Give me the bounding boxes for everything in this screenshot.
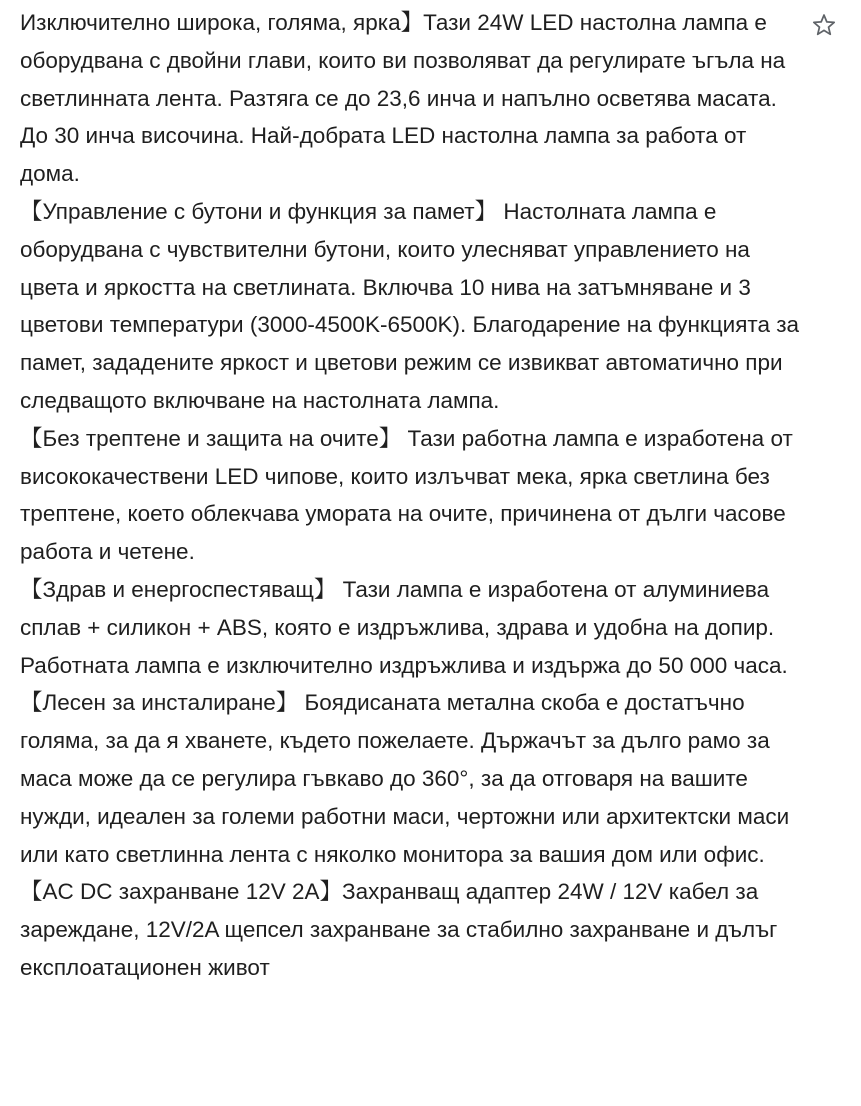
product-description-text: Изключително широка, голяма, ярка】Тази 24W LED настолна лампа е оборудвана с двойни глави, които ви позволяват да регулирате ъгъла на светлинната лента. Разтяга се до 23,6 инча и напълно осветява масата. До 30 инча височина. Най-добрата LED настолна лампа за работа от дома. 【Управление с бутони и функция за памет】 Настолната лампа е оборудвана с чувствителни бутони, които улесняват управлението на цвета и яркостта на светлината. Включва 10 нива на затъмняване и 3 цветови температури (3000-4500K-6500K). Благодарение на функцията за памет, зададените яркост и цветови режим се извикват автоматично при следващото включване на настолната лампа. 【Без трептене и защита на очите】 Тази работна лампа е изработена от висококачествени LED чипове, които излъчват мека, ярка светлина без трептене, което облекчава умората на очите, причинена от дълги часове работа и четене. 【Здрав и енергоспестяващ】 Тази лампа е изработена от алуминиева сплав + силикон + ABS, която е издръжлива, здрава и удобна на допир. Работната лампа е изключително издръжлива и издържа до 50 000 часа. 【Лесен за инсталиране】 Боядисаната метална скоба е достатъчно голяма, за да я хванете, където пожелаете. Държачът за дълго рамо за маса може да се регулира гъвкаво до 360°, за да отговаря на вашите нужди, идеален за големи работни маси, чертожни или архитектски маси или като светлинна лента с няколко монитора за вашия дом или офис. 【AC DC захранване 12V 2A】Захранващ адаптер 24W / 12V кабел за зареждане, 12V/2A щепсел захранване за стабилно захранване и дълъг експлоатационен живот [20, 10, 800, 980]
star-outline-icon[interactable] [811, 12, 837, 38]
favorite-button[interactable] [811, 12, 837, 38]
